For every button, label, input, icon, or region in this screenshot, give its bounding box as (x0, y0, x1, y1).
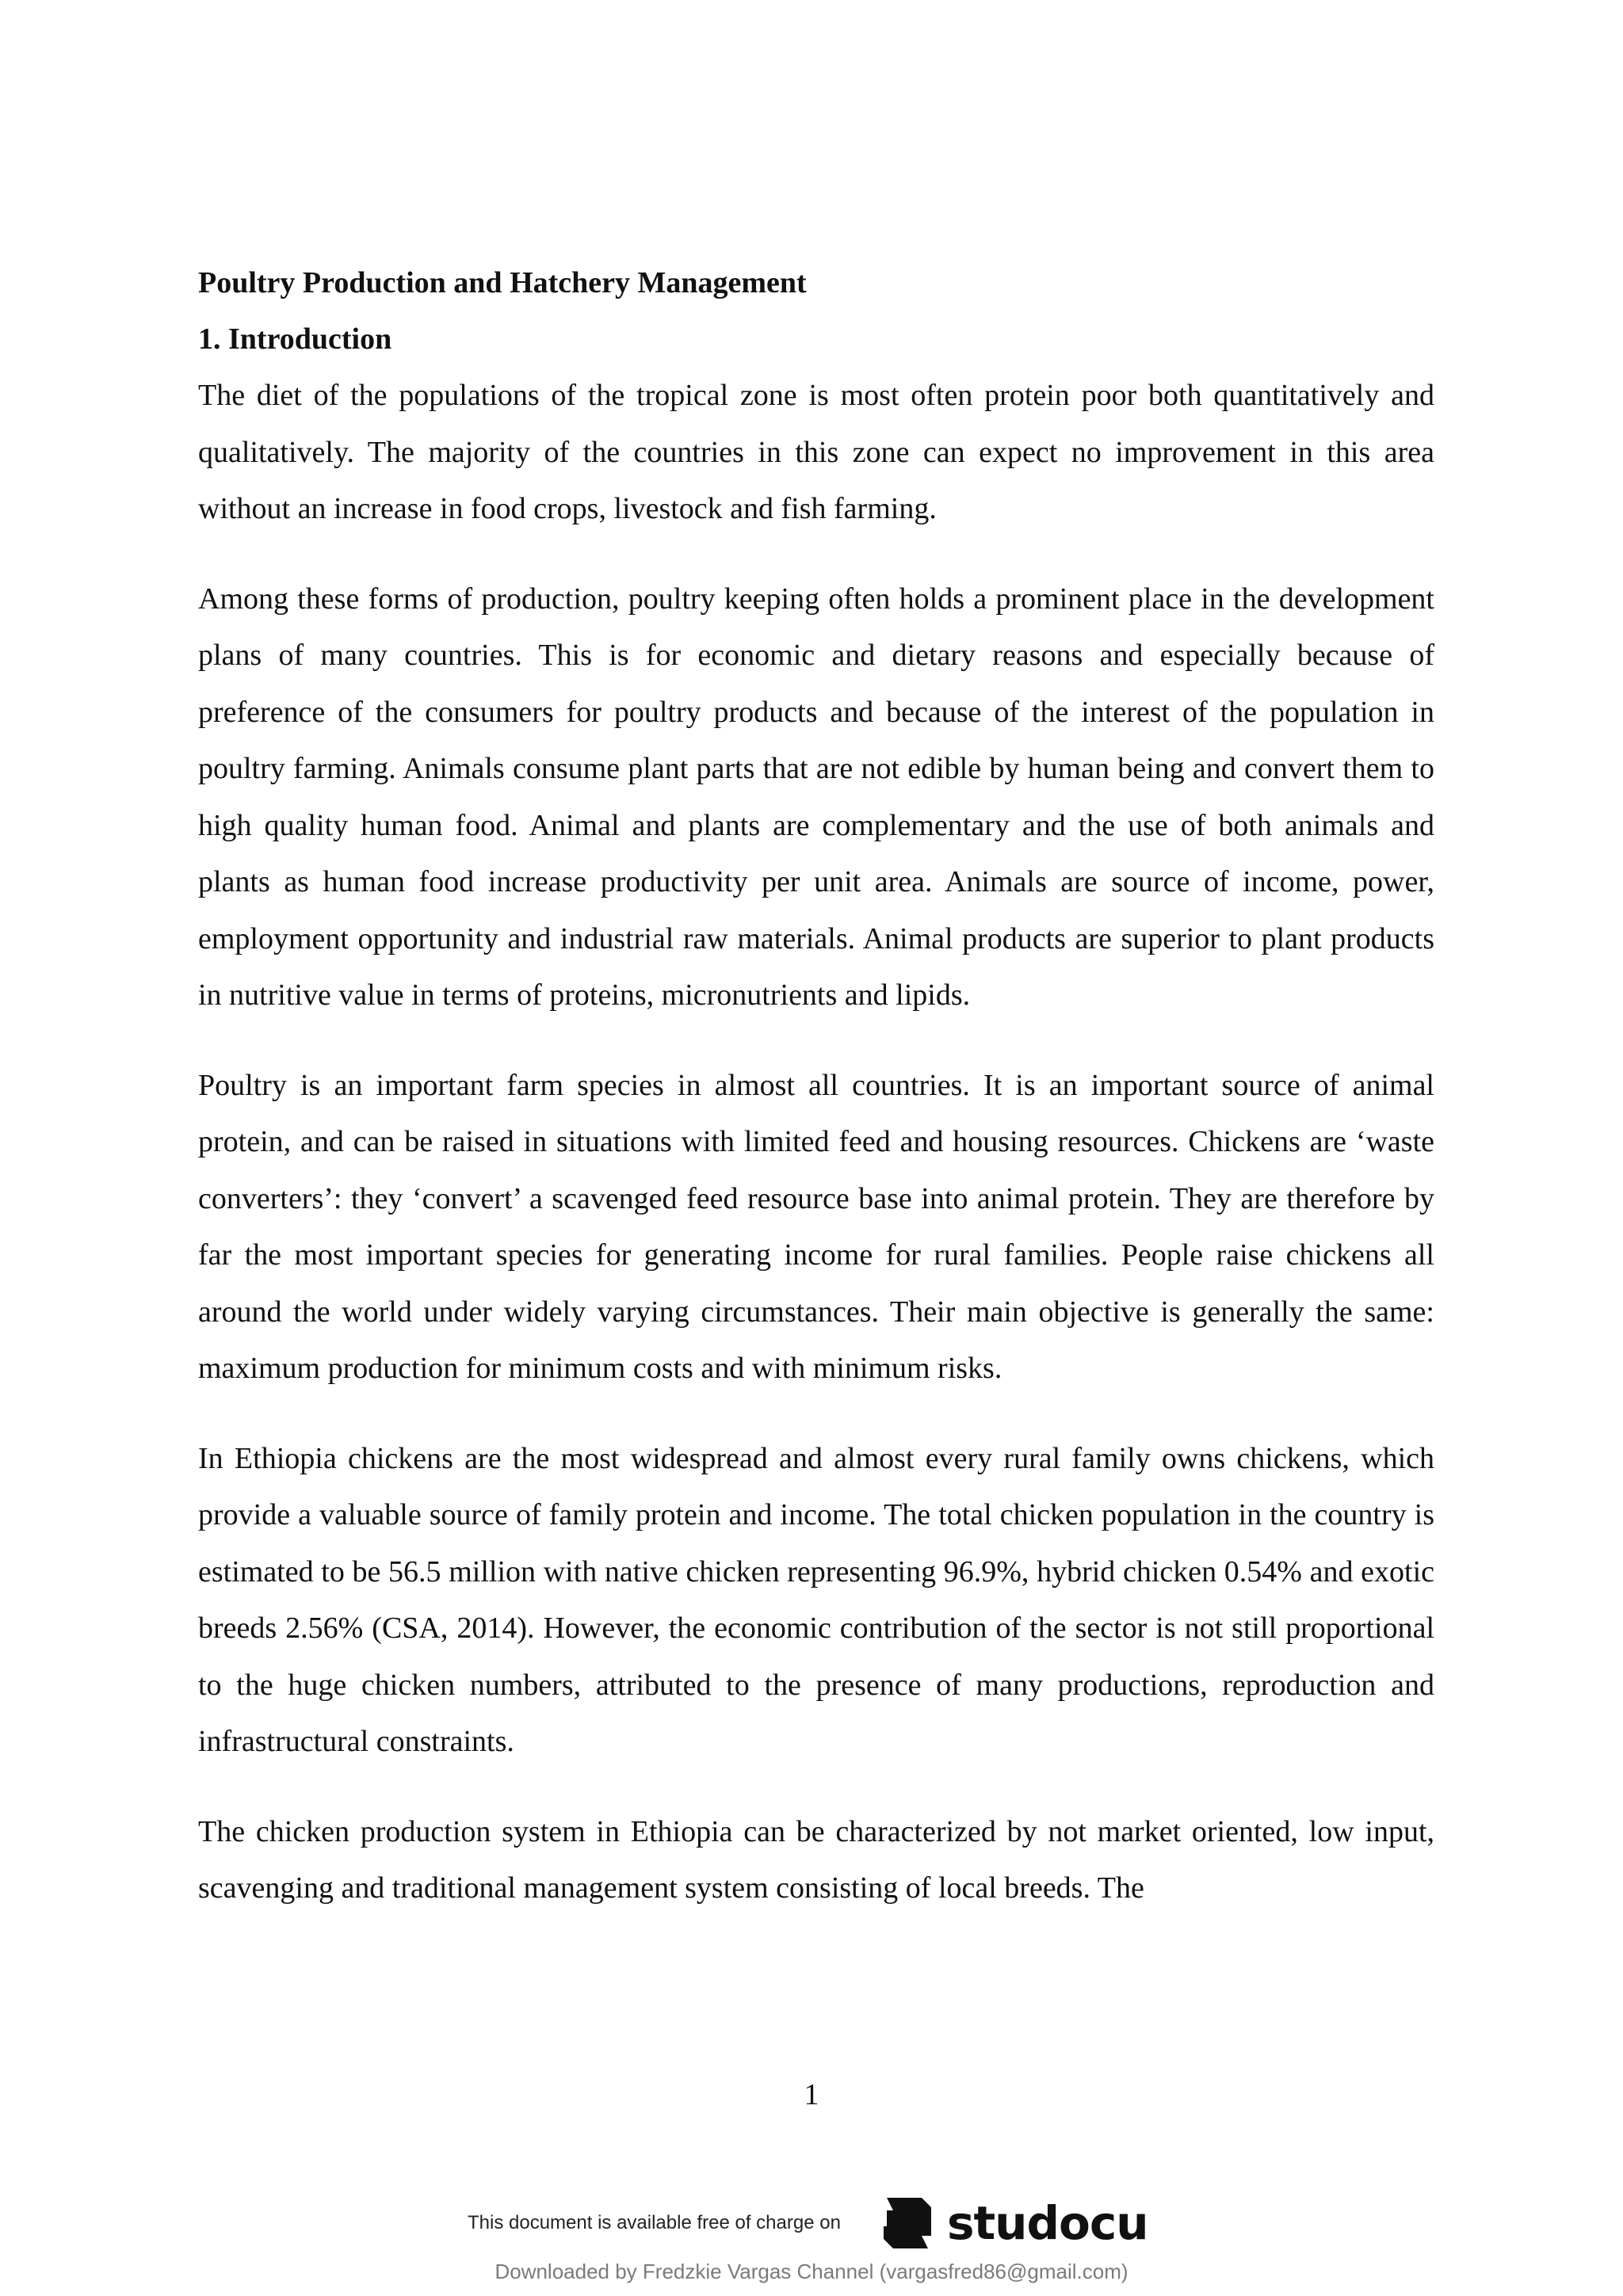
paragraph-1: The diet of the populations of the tropical zone is most often protein poor both quantitatively and qualitatively. The majority of the countries in this zone can expect no improvement in this area without an increase in food crops, livestock and fish farming. (198, 379, 1434, 525)
brand-name: studocu (946, 2196, 1148, 2250)
paragraph-2: Among these forms of production, poultry keeping often holds a prominent place in the development plans of many countries. This is for economic and dietary reasons and especially because of preference of the consumers for poultry products and because of the interest of the population in poultry farming. Animals consume plant parts that are not edible by human being and convert them to high quality human food. Animal and plants are complementary and the use of both animals and plants as human food increase productivity per unit area. Animals are source of income, power, employment opportunity and industrial raw materials. Animal products are superior to plant products in nutritive value in terms of proteins, micronutrients and lipids. (198, 582, 1434, 1012)
paragraph-3: Poultry is an important farm species in almost all countries. It is an important source of animal protein, and can be raised in situations with limited feed and housing resources. Chickens are ‘waste converters’: they ‘convert’ a scavenged feed resource base into animal protein. They are therefore by far the most important species for generating income for rural families. People raise chickens all around the world under widely varying circumstances. Their main objective is generally the same: maximum production for minimum costs and with minimum risks. (198, 1068, 1434, 1385)
section-heading: 1. Introduction (198, 322, 392, 356)
studocu-logo-icon (876, 2191, 939, 2255)
footer (0, 2187, 1623, 2290)
paragraph-4: In Ethiopia chickens are the most widespread and almost every rural family owns chickens, which provide a valuable source of family protein and income. The total chicken population in the country is estimated to be 56.5 million with native chicken representing 96.9%, hybrid chicken 0.54% and exotic breeds 2.56% (CSA, 2014). However, the economic contribution of the sector is not still proportional to the huge chicken numbers, attributed to the presence of many productions, reproduction and infrastructural constraints. (198, 1441, 1434, 1758)
document-title: Poultry Production and Hatchery Management (198, 266, 807, 299)
download-info: Downloaded by Fredzkie Vargas Channel (vargasfred86@gmail.com) (495, 2260, 1128, 2283)
page-number: 1 (804, 2078, 819, 2111)
document-page (198, 255, 1434, 1951)
availability-text: This document is available free of charge on (468, 2212, 841, 2233)
studocu-brand-link[interactable] (876, 2191, 1148, 2255)
footer-availability-row (468, 2187, 1148, 2260)
paragraph-5: The chicken production system in Ethiopia can be characterized by not market oriented, low input, scavenging and traditional management system consisting of local breeds. The (198, 1814, 1434, 1905)
